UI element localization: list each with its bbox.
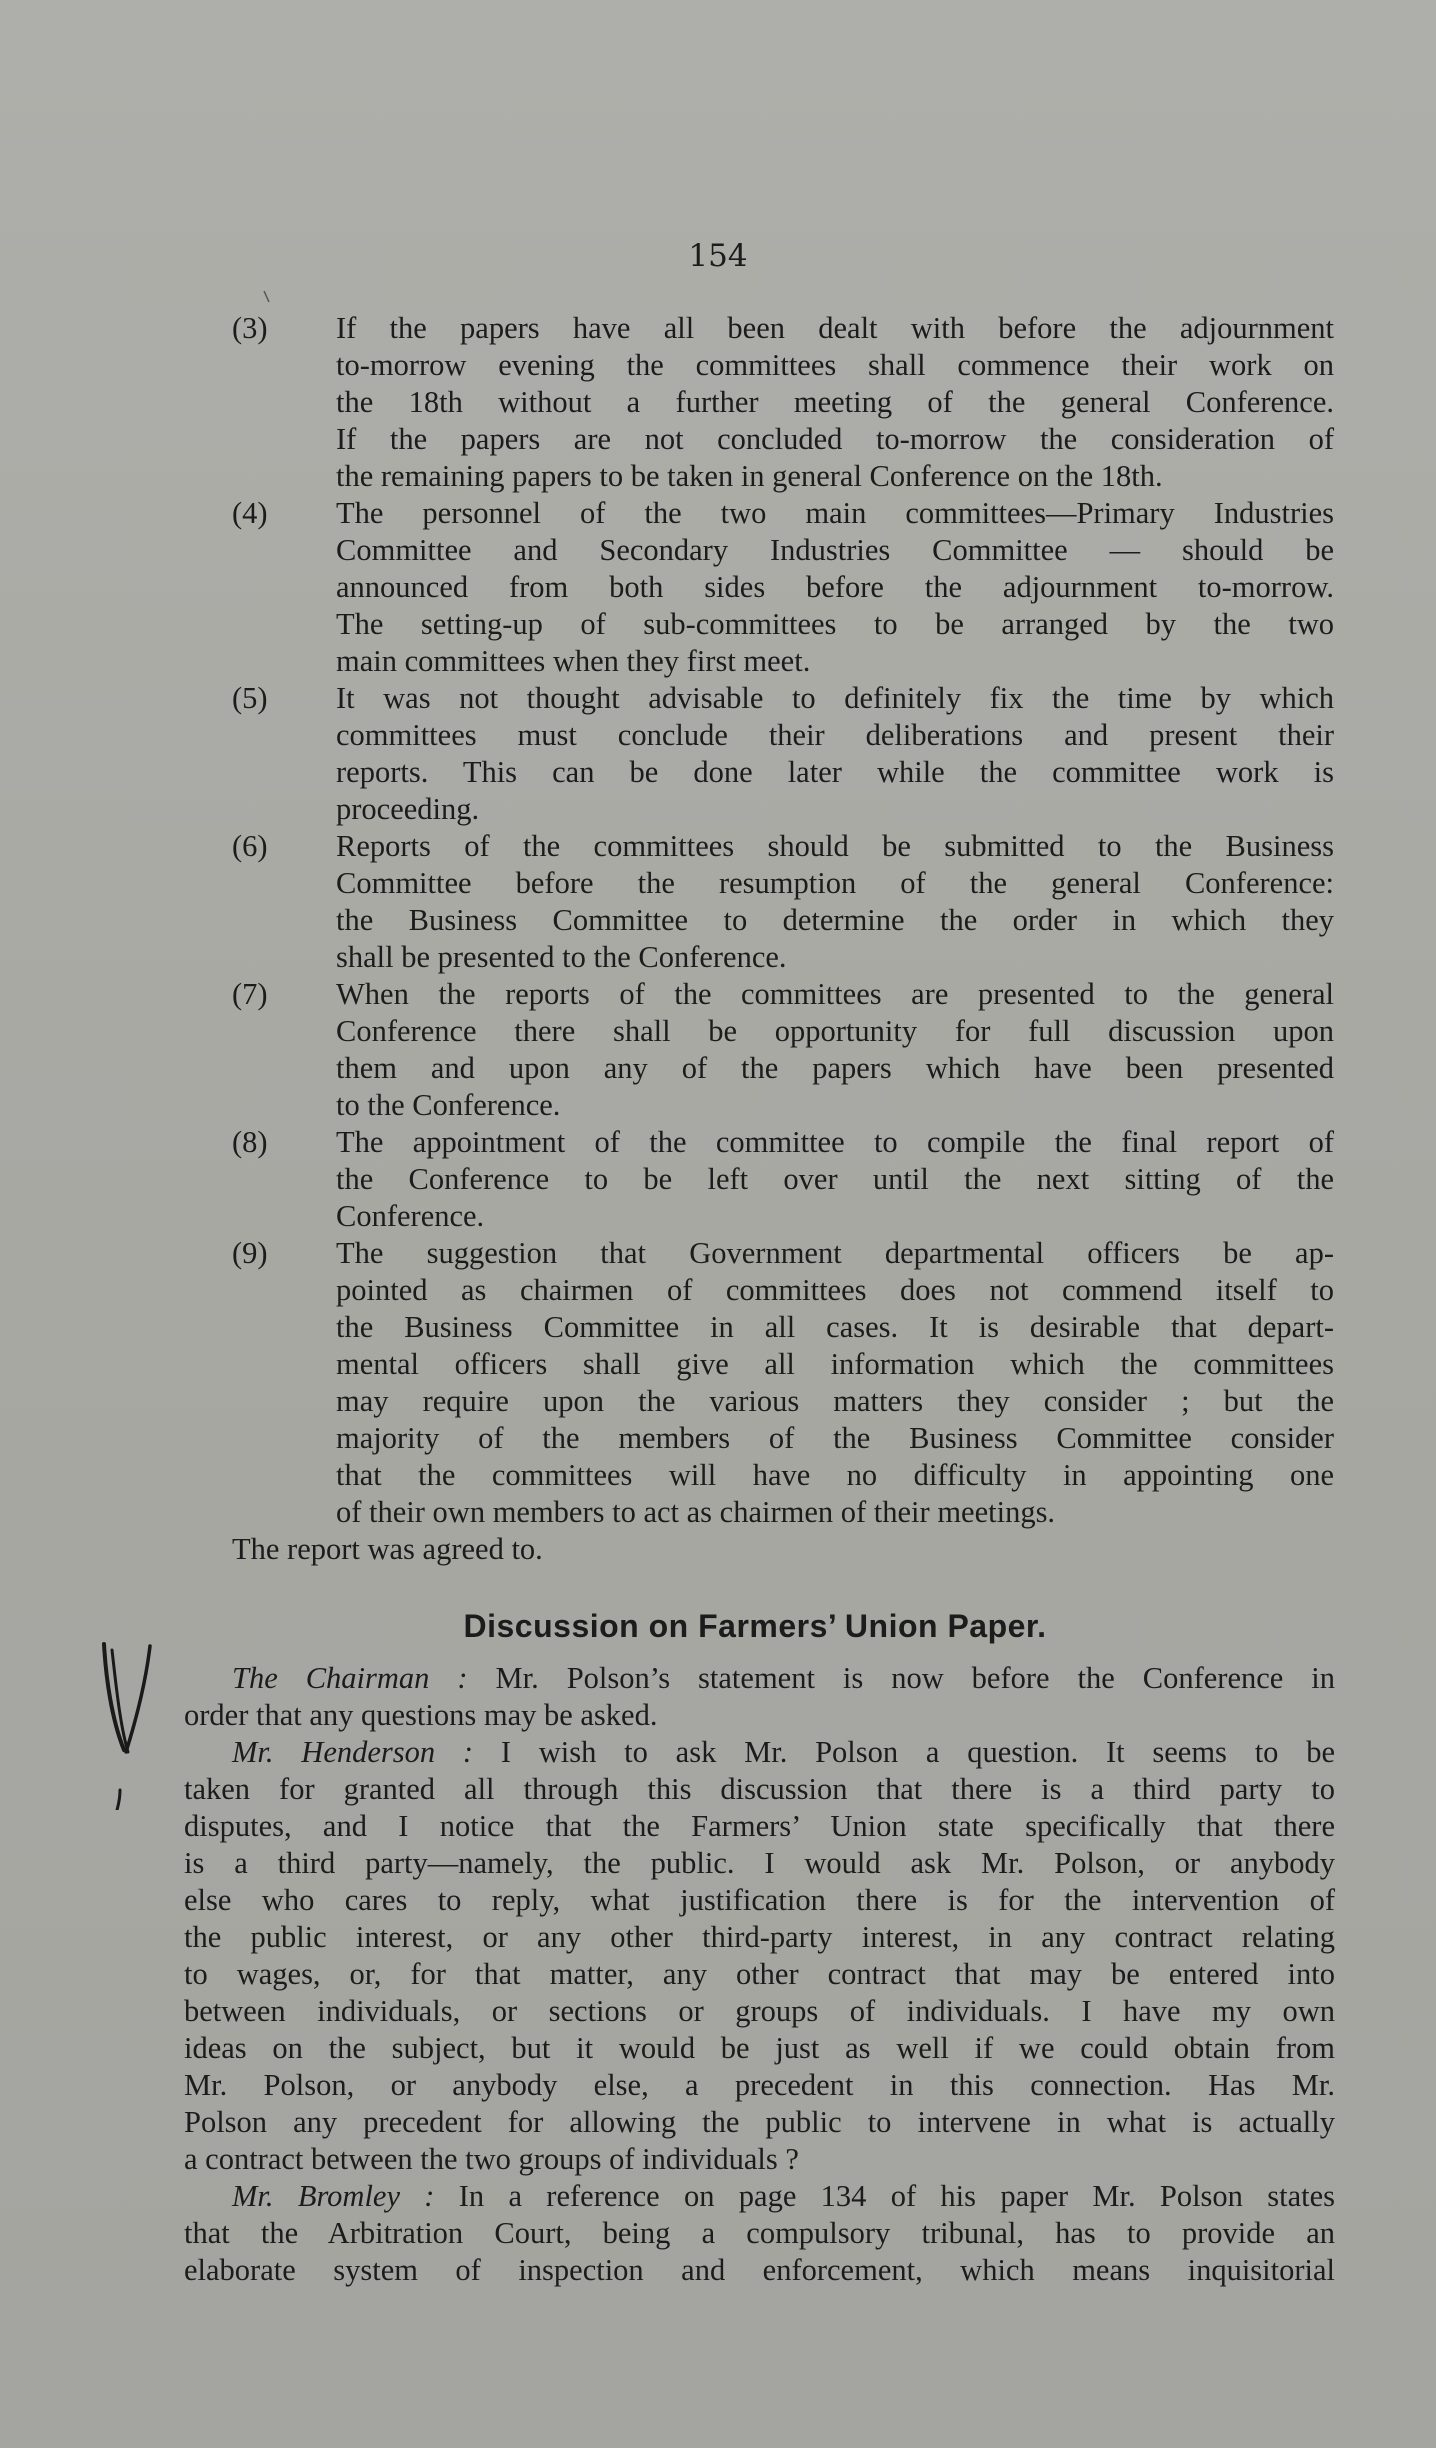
paragraph-first-line [184, 1660, 1335, 1697]
item-text-line: that the committees will have no difficulty in appointing one [336, 1458, 1334, 1492]
item-text-line: them and upon any of the papers which have been presented [336, 1051, 1334, 1085]
speech-text-line: the public interest, or any other third-party interest, in any contract relating [184, 1920, 1335, 1954]
item-text-line: pointed as chairmen of committees does not commend itself to [336, 1273, 1334, 1307]
stray-pen-mark [262, 290, 272, 304]
resolution-item [232, 976, 1334, 1124]
item-text-line: committees must conclude their deliberations and present their [336, 718, 1334, 752]
item-text-line: to the Conference. [336, 1088, 561, 1122]
speaker-name: The Chairman : [232, 1661, 468, 1695]
item-text-line: Committee before the resumption of the general Conference: [336, 866, 1334, 900]
speech-text-line: else who cares to reply, what justification there is for the intervention of [184, 1883, 1335, 1917]
speaker-paragraph [184, 2178, 1335, 2289]
resolution-item [232, 310, 1334, 495]
resolution-item [232, 1235, 1334, 1531]
speech-text-line: elaborate system of inspection and enforcement, which means inquisitorial [184, 2253, 1335, 2287]
resolution-item [232, 828, 1334, 976]
resolution-item [232, 1124, 1334, 1235]
item-number: (5) [232, 681, 268, 715]
item-text-line: announced from both sides before the adjournment to-morrow. [336, 570, 1334, 604]
item-text-line: may require upon the various matters they consider ; but the [336, 1384, 1334, 1418]
item-text-line: Reports of the committees should be submitted to the Business [336, 829, 1334, 863]
item-text-line: mental officers shall give all information which the committees [336, 1347, 1334, 1381]
item-number: (9) [232, 1236, 268, 1270]
item-text-line: Conference there shall be opportunity for full discussion upon [336, 1014, 1334, 1048]
section-heading: Discussion on Farmers’ Union Paper. [463, 1608, 1047, 1644]
item-number: (6) [232, 829, 268, 863]
item-text-line: If the papers have all been dealt with before the adjournment [336, 311, 1334, 345]
item-text-line: shall be presented to the Conference. [336, 940, 787, 974]
report-agreed-line: The report was agreed to. [232, 1532, 543, 1566]
item-text-line: The personnel of the two main committees—Primary Industries [336, 496, 1334, 530]
item-text-line: proceeding. [336, 792, 480, 826]
item-text-line: Conference. [336, 1199, 485, 1233]
speech-text-line: ideas on the subject, but it would be just as well if we could obtain from [184, 2031, 1335, 2065]
item-text-line: majority of the members of the Business Committee consider [336, 1421, 1334, 1455]
speaker-paragraph [184, 1734, 1335, 2178]
speaker-name: Mr. Henderson : [232, 1735, 474, 1769]
speech-text: I wish to ask Mr. Polson a question. It seems to be [473, 1735, 1335, 1769]
speech-text-line: is a third party—namely, the public. I would ask Mr. Polson, or anybody [184, 1846, 1335, 1880]
item-text-line: the 18th without a further meeting of the general Conference. [336, 385, 1334, 419]
resolution-item [232, 495, 1334, 680]
item-text-line: Committee and Secondary Industries Committee — should be [336, 533, 1334, 567]
speaker-paragraph [184, 1660, 1335, 1734]
speech-text-line: order that any questions may be asked. [184, 1698, 658, 1732]
speech-text: In a reference on page 134 of his paper Mr. Polson states [434, 2179, 1335, 2213]
speech-text-line: that the Arbitration Court, being a compulsory tribunal, has to provide an [184, 2216, 1335, 2250]
speech-text-line: between individuals, or sections or groups of individuals. I have my own [184, 1994, 1335, 2028]
item-text-line: When the reports of the committees are presented to the general [336, 977, 1334, 1011]
speech-text-line: to wages, or, for that matter, any other contract that may be entered into [184, 1957, 1335, 1991]
item-text-line: The setting-up of sub-committees to be arranged by the two [336, 607, 1334, 641]
item-text-line: The suggestion that Government departmental officers be ap- [336, 1236, 1334, 1270]
handwritten-margin-mark [90, 1640, 170, 1810]
speech-text-line: disputes, and I notice that the Farmers’ Union state specifically that there [184, 1809, 1335, 1843]
speaker-name: Mr. Bromley : [232, 2179, 435, 2213]
item-number: (3) [232, 311, 268, 345]
item-text-line: It was not thought advisable to definitely fix the time by which [336, 681, 1334, 715]
item-text-line: If the papers are not concluded to-morrow the consideration of [336, 422, 1334, 456]
paragraph-first-line [184, 1734, 1335, 1771]
speech-text-line: taken for granted all through this discussion that there is a third party to [184, 1772, 1335, 1806]
speech-text-line: Polson any precedent for allowing the public to intervene in what is actually [184, 2105, 1335, 2139]
speech-text-line: Mr. Polson, or anybody else, a precedent in this connection. Has Mr. [184, 2068, 1335, 2102]
speech-text-line: a contract between the two groups of individuals ? [184, 2142, 799, 2176]
paragraph-first-line [184, 2178, 1335, 2215]
resolution-item [232, 680, 1334, 828]
item-text-line: to-morrow evening the committees shall commence their work on [336, 348, 1334, 382]
item-text-line: the Business Committee to determine the order in which they [336, 903, 1334, 937]
item-number: (7) [232, 977, 268, 1011]
item-text-line: The appointment of the committee to compile the final report of [336, 1125, 1334, 1159]
resolution-list [232, 310, 1334, 1568]
item-text-line: reports. This can be done later while the committee work is [336, 755, 1334, 789]
item-text-line: of their own members to act as chairmen of their meetings. [336, 1495, 1056, 1529]
speech-text: Mr. Polson’s statement is now before the Conference in [467, 1661, 1335, 1695]
item-text-line: the Conference to be left over until the next sitting of the [336, 1162, 1334, 1196]
item-number: (8) [232, 1125, 268, 1159]
item-text-line: main committees when they first meet. [336, 644, 811, 678]
item-number: (4) [232, 496, 268, 530]
item-text-line: the remaining papers to be taken in general Conference on the 18th. [336, 459, 1163, 493]
discussion-body [184, 1660, 1335, 2289]
item-text-line: the Business Committee in all cases. It is desirable that depart- [336, 1310, 1334, 1344]
page-number: 154 [688, 238, 748, 274]
